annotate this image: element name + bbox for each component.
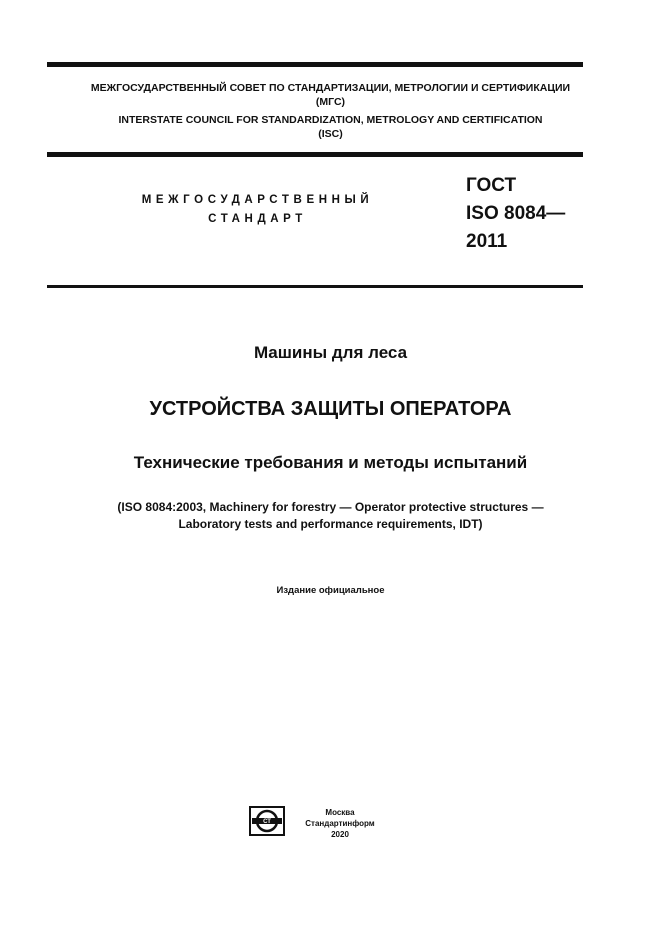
standard-type-line1: МЕЖГОСУДАРСТВЕННЫЙ (141, 194, 374, 206)
publisher-city: Москва (325, 808, 355, 817)
original-line1: (ISO 8084:2003, Machinery for forestry — Operator protective structures — (117, 500, 544, 514)
designation-line3: 2011 (466, 231, 508, 252)
publisher-name: Стандартинформ (305, 819, 375, 828)
sub-title: Технические требования и методы испытаний (133, 453, 528, 472)
original-standard-reference (0, 499, 661, 533)
main-title: УСТРОЙСТВА ЗАЩИТЫ ОПЕРАТОРА (149, 398, 512, 420)
council-ru-name: МЕЖГОСУДАРСТВЕННЫЙ СОВЕТ ПО СТАНДАРТИЗАЦИИ, МЕТРОЛОГИИ И СЕРТИФИКАЦИИ (90, 82, 571, 94)
publisher-year: 2020 (331, 830, 349, 839)
designation-line2: ISO 8084— (466, 203, 566, 224)
standard-type-line2: СТАНДАРТ (208, 213, 307, 225)
standard-designation (466, 172, 565, 256)
publisher-block (300, 807, 380, 840)
edition-note: Издание официальное (276, 585, 385, 596)
council-ru-abbr: (МГС) (315, 96, 346, 108)
council-en-name: INTERSTATE COUNCIL FOR STANDARDIZATION, METROLOGY AND CERTIFICATION (118, 114, 543, 126)
designation-line1: ГОСТ (466, 175, 517, 196)
group-title: Машины для леса (253, 343, 408, 362)
header-rule (47, 152, 583, 157)
logo-text: СТ (263, 819, 271, 826)
council-en-abbr: (ISC) (318, 128, 343, 140)
top-rule (47, 62, 583, 67)
standartinform-logo-icon (249, 806, 285, 836)
original-line2: Laboratory tests and performance requirements, IDT) (178, 517, 483, 531)
designation-rule (47, 285, 583, 288)
